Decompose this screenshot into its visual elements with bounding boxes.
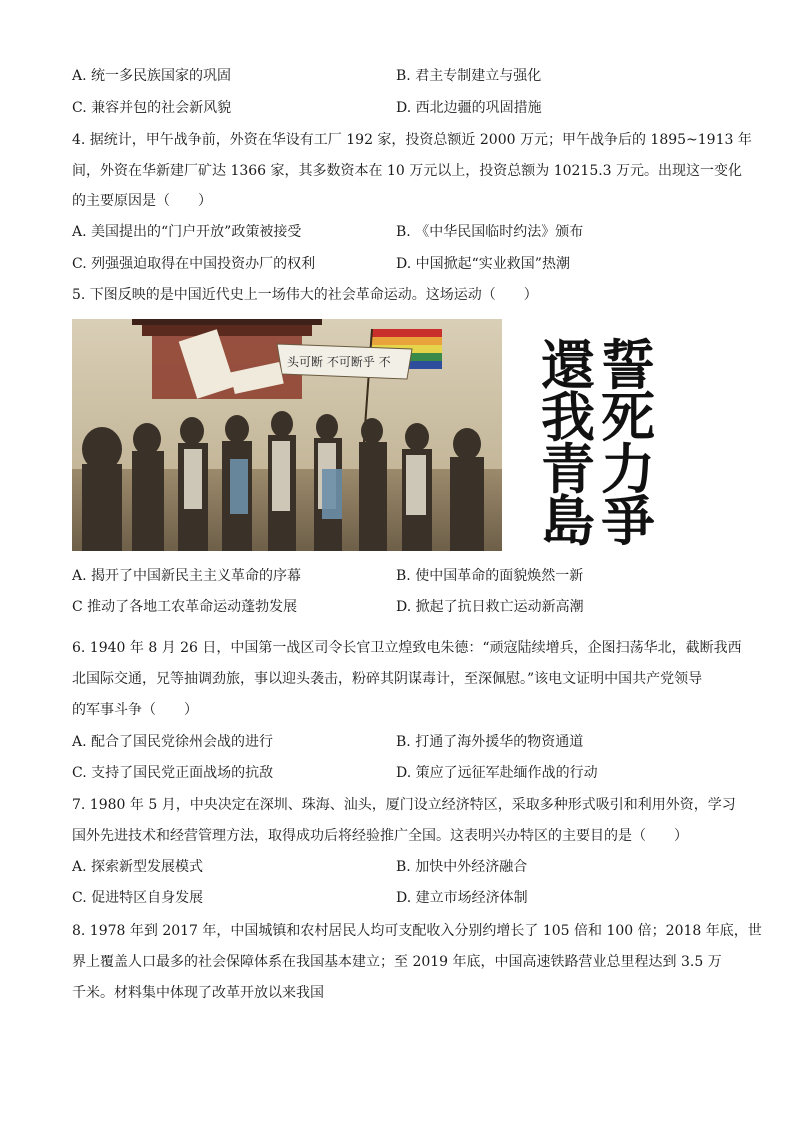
q6-option-c[interactable]: C. 支持了国民党正面战场的抗敌 bbox=[72, 765, 274, 781]
q8-stem-line-2: 界上覆盖人口最多的社会保障体系在我国基本建立；至 2019 年底，中国高速铁路营业总里程达到 3.5 万 bbox=[72, 954, 722, 970]
q4-option-b[interactable]: B. 《中华民国临时约法》颁布 bbox=[396, 224, 584, 240]
slogan-char: 還 bbox=[541, 334, 595, 397]
q8-stem-line-3: 千米。材料集中体现了改革开放以来我国 bbox=[72, 985, 324, 1001]
q7-option-b[interactable]: B. 加快中外经济融合 bbox=[396, 859, 528, 875]
q4-option-d[interactable]: D. 中国掀起“实业救国”热潮 bbox=[396, 256, 570, 272]
painting-illustration bbox=[72, 319, 502, 551]
slogan-char: 島 bbox=[541, 490, 595, 553]
slogan-vertical-text bbox=[538, 334, 658, 553]
q4-stem-line-2: 间，外资在华新建厂矿达 1366 家，其多数资本在 10 万元以上，投资总额为 10215.3 万元。出现这一变化 bbox=[72, 163, 743, 179]
may-fourth-painting bbox=[72, 319, 502, 551]
slogan-char: 誓 bbox=[601, 334, 655, 397]
q4-option-a[interactable]: A. 美国提出的“门户开放”政策被接受 bbox=[72, 224, 302, 240]
q6-stem-line-3: 的军事斗争（ ） bbox=[72, 702, 198, 718]
q7-stem-line-2: 国外先进技术和经营管理方法，取得成功后将经验推广全国。这表明兴办特区的主要目的是（ ） bbox=[72, 828, 688, 844]
q3-option-b[interactable]: B. 君主专制建立与强化 bbox=[396, 68, 542, 84]
q6-stem-line-2: 北国际交通，兄等抽调劲旅，事以迎头袭击，粉碎其阴谋毒计，至深佩慰。”该电文证明中国共产党领导 bbox=[72, 671, 703, 687]
protest-banner bbox=[277, 344, 412, 379]
q4-stem-line-1: 4. 据统计，甲午战争前，外资在华设有工厂 192 家，投资总额近 2000 万元；甲午战争后的 1895~1913 年 bbox=[72, 132, 752, 148]
q5-option-d[interactable]: D. 掀起了抗日救亡运动新高潮 bbox=[396, 599, 584, 615]
q7-option-a[interactable]: A. 探索新型发展模式 bbox=[72, 859, 204, 875]
slogan-char: 死 bbox=[601, 386, 655, 449]
slogan-char: 青 bbox=[541, 438, 595, 501]
q6-option-a[interactable]: A. 配合了国民党徐州会战的进行 bbox=[72, 734, 274, 750]
q6-option-b[interactable]: B. 打通了海外援华的物资通道 bbox=[396, 734, 584, 750]
q7-option-c[interactable]: C. 促进特区自身发展 bbox=[72, 890, 204, 906]
slogan-char: 我 bbox=[541, 386, 595, 449]
slogan-column-left bbox=[538, 334, 598, 553]
slogan-char: 力 bbox=[601, 438, 655, 501]
slogan-column-right bbox=[598, 334, 658, 553]
q3-option-a[interactable]: A. 统一多民族国家的巩固 bbox=[72, 68, 232, 84]
q7-stem-line-1: 7. 1980 年 5 月，中央决定在深圳、珠海、汕头，厦门设立经济特区，采取多种形式吸引和利用外资，学习 bbox=[72, 797, 736, 813]
q6-option-d[interactable]: D. 策应了远征军赴缅作战的行动 bbox=[396, 765, 598, 781]
q5-option-a[interactable]: A. 揭开了中国新民主主义革命的序幕 bbox=[72, 568, 302, 584]
q3-option-d[interactable]: D. 西北边疆的巩固措施 bbox=[396, 100, 542, 116]
banner-text: 头可断 不可断乎 不 bbox=[287, 355, 391, 369]
q5-option-c[interactable]: C 推动了各地工农革命运动蓬勃发展 bbox=[72, 599, 298, 615]
q5-stem: 5. 下图反映的是中国近代史上一场伟大的社会革命运动。这场运动（ ） bbox=[72, 287, 538, 303]
q4-stem-line-3: 的主要原因是（ ） bbox=[72, 193, 212, 209]
q7-option-d[interactable]: D. 建立市场经济体制 bbox=[396, 890, 528, 906]
q5-option-b[interactable]: B. 使中国革命的面貌焕然一新 bbox=[396, 568, 584, 584]
q8-stem-line-1: 8. 1978 年到 2017 年，中国城镇和农村居民人均可支配收入分别约增长了 105 倍和 100 倍；2018 年底，世 bbox=[72, 923, 762, 939]
q3-option-c[interactable]: C. 兼容并包的社会新风貌 bbox=[72, 100, 232, 116]
slogan-char: 爭 bbox=[601, 490, 655, 553]
q6-stem-line-1: 6. 1940 年 8 月 26 日，中国第一战区司令长官卫立煌致电朱德：“顽寇陆续增兵，企图扫荡华北，截断我西 bbox=[72, 640, 742, 656]
q4-option-c[interactable]: C. 列强强迫取得在中国投资办厂的权利 bbox=[72, 256, 316, 272]
